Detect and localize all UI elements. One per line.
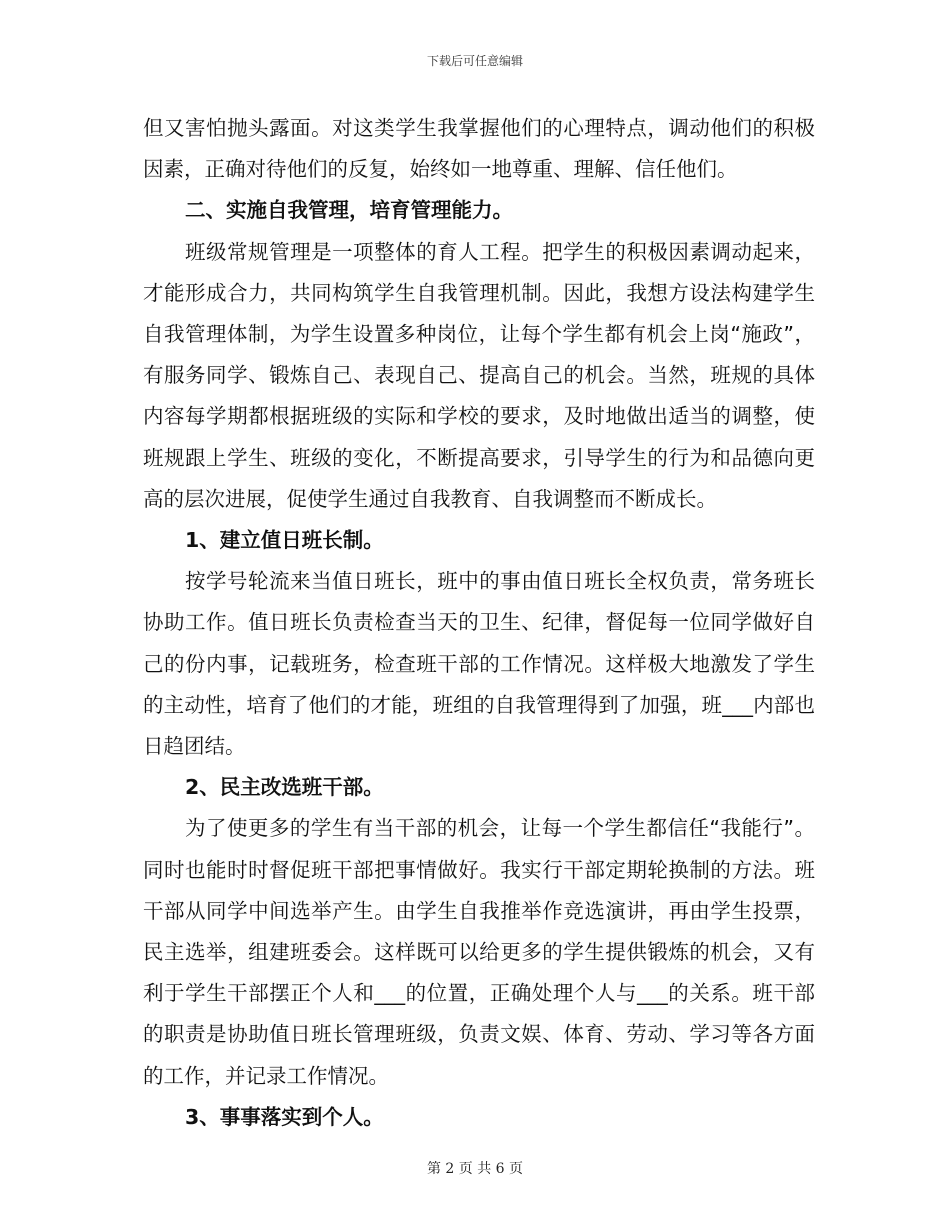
- subsection-heading: 1、建立值日班长制。: [185, 528, 384, 553]
- paragraph-continuation: 但又害怕抛头露面。对这类学生我掌握他们的心理特点，调动他们的积极因素，正确对待他们的反复，始终如一地尊重、理解、信任他们。: [143, 116, 815, 182]
- paragraph: 按学号轮流来当值日班长，班中的事由值日班长全权负责，常务班长协助工作。值日班长负责检查当天的卫生、纪律，督促每一位同学做好自己的份内事，记载班务，检查班干部的工作情况。这样极大地激发了学生的主动性，培育了他们的才能，班组的自我管理得到了加强，班___内部也日趋团结。: [143, 569, 815, 759]
- subsection-heading: 2、民主改选班干部。: [185, 775, 384, 800]
- document-body: [143, 108, 815, 1138]
- page-footer: 第 2 页 共 6 页: [426, 1161, 524, 1177]
- section-heading: 二、实施自我管理，培育管理能力。: [185, 198, 513, 223]
- paragraph: 为了使更多的学生有当干部的机会，让每一个学生都信任“我能行”。同时也能时时督促班干部把事情做好。我实行干部定期轮换制的方法。班干部从同学中间选举产生。由学生自我推举作竞选演讲，再由学生投票，民主选举，组建班委会。这样既可以给更多的学生提供锻炼的机会，又有利于学生干部摆正个人和___的位置，正确处理个人与___的关系。班干部的职责是协助值日班长管理班级，负责文娱、体育、劳动、学习等各方面的工作，并记录工作情况。: [143, 816, 815, 1088]
- subsection-heading: 3、事事落实到个人。: [185, 1104, 384, 1129]
- paragraph: 班级常规管理是一项整体的育人工程。把学生的积极因素调动起来，才能形成合力，共同构筑学生自我管理机制。因此，我想方设法构建学生自我管理体制，为学生设置多种岗位，让每个学生都有机会上岗“施政”，有服务同学、锻炼自己、表现自己、提高自己的机会。当然，班规的具体内容每学期都根据班级的实际和学校的要求，及时地做出适当的调整，使班规跟上学生、班级的变化，不断提高要求，引导学生的行为和品德向更高的层次进展，促使学生通过自我教育、自我调整而不断成长。: [143, 239, 815, 511]
- page-header: 下载后可任意编辑: [426, 54, 523, 68]
